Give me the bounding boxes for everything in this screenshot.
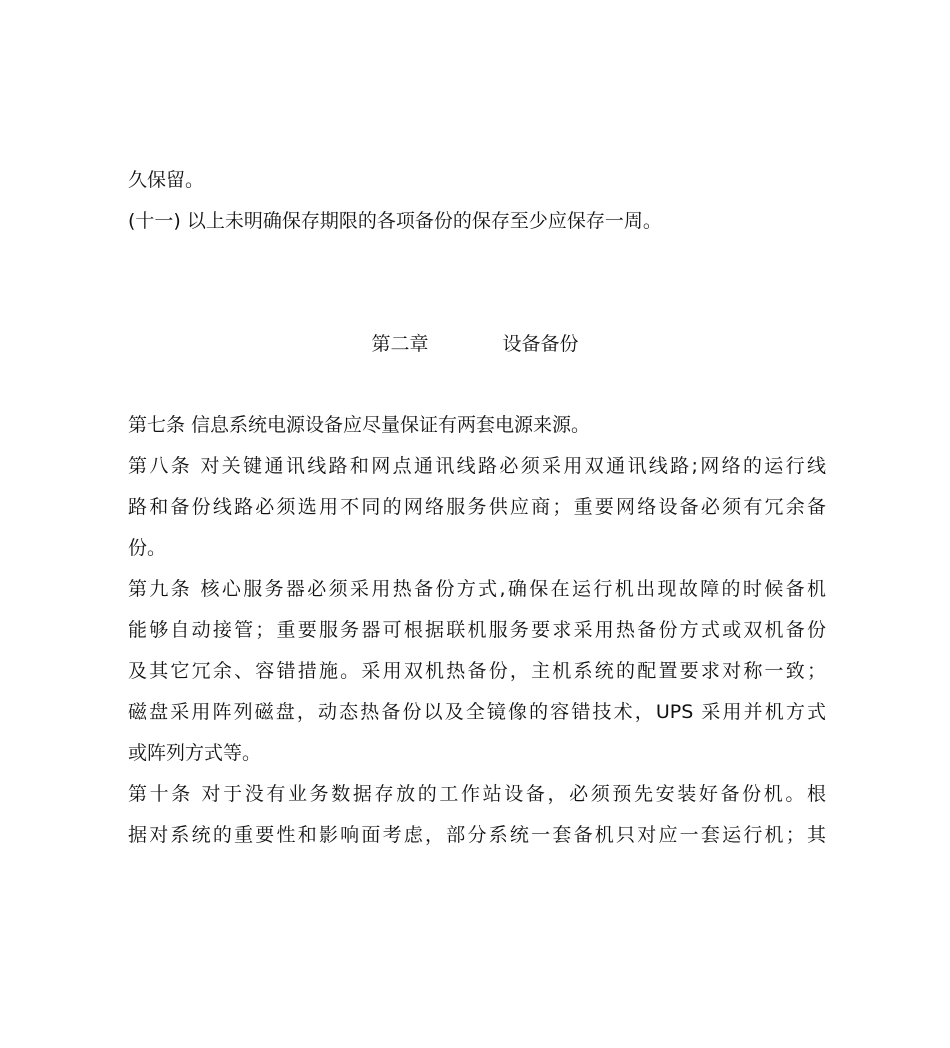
article-9 — [128, 569, 826, 774]
text-line: 路和备份线路必须选用不同的网络服务供应商；重要网络设备必须有冗余备 — [128, 496, 826, 518]
text-line: 据对系统的重要性和影响面考虑，部分系统一套备机只对应一套运行机；其 — [128, 824, 826, 846]
text-line: 久保留。 — [128, 169, 205, 191]
text-line: 第七条 信息系统电源设备应尽量保证有两套电源来源。 — [128, 414, 591, 436]
text-line: 第十条 对于没有业务数据存放的工作站设备，必须预先安装好备份机。根 — [128, 783, 826, 805]
article-10 — [128, 774, 826, 856]
text-line: 能够自动接管；重要服务器可根据联机服务要求采用热备份方式或双机备份 — [128, 619, 826, 641]
text-line: 第八条 对关键通讯线路和网点通讯线路必须采用双通讯线路;网络的运行线 — [128, 455, 826, 477]
text-line: 及其它冗余、容错措施。采用双机热备份，主机系统的配置要求对称一致； — [128, 660, 826, 682]
article-7 — [128, 405, 826, 446]
articles-section — [128, 405, 826, 856]
text-line: (十一) 以上未明确保存期限的各项备份的保存至少应保存一周。 — [128, 210, 662, 232]
article-8 — [128, 446, 826, 569]
chapter-heading — [0, 324, 950, 365]
chapter-title: 设备备份 — [502, 333, 579, 355]
text-line: 磁盘采用阵列磁盘，动态热备份以及全镜像的容错技术，UPS 采用并机方式 — [128, 701, 826, 723]
text-line: 或阵列方式等。 — [128, 742, 262, 764]
intro-section — [128, 160, 826, 242]
text-line: 第九条 核心服务器必须采用热备份方式,确保在运行机出现故障的时候备机 — [128, 578, 826, 600]
text-line: 份。 — [128, 537, 167, 559]
chapter-number: 第二章 — [371, 333, 429, 355]
